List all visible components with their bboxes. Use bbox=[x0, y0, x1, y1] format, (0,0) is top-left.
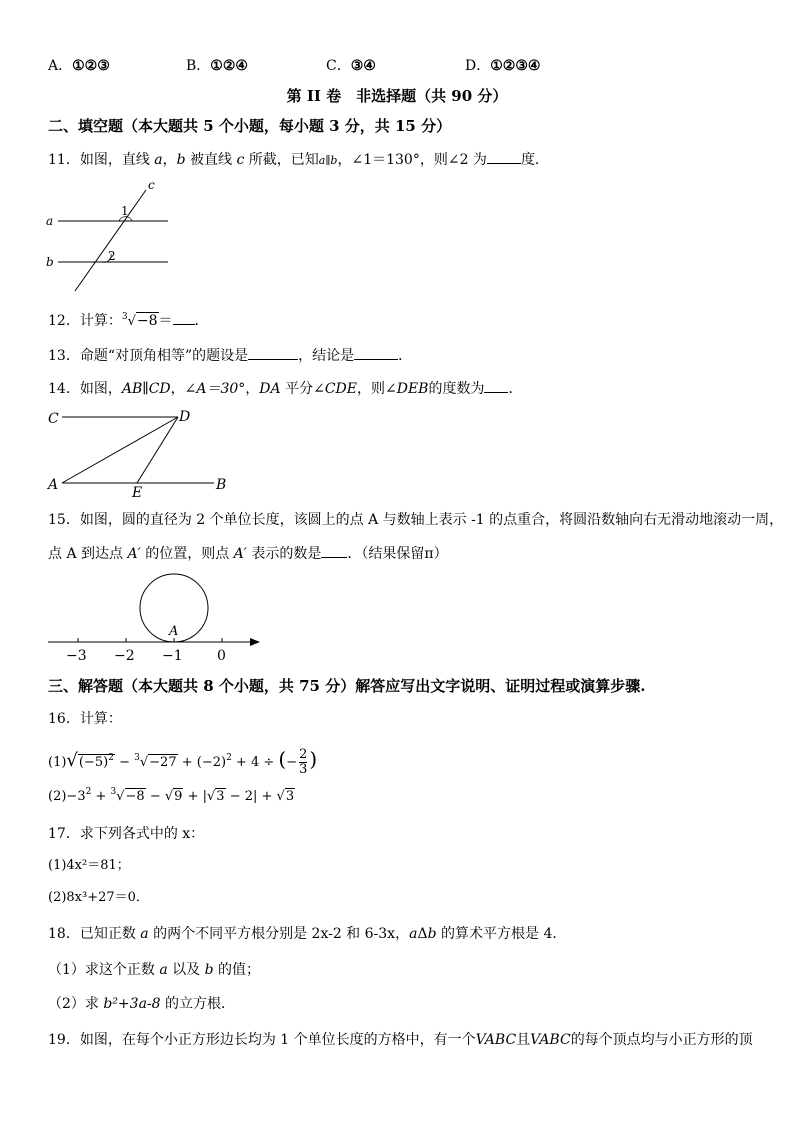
tick-label-neg3: −3 bbox=[66, 648, 87, 664]
q16-part1: $(1)√(-5)^2 - ^3√-27 + (-2)^2 + 4$ ÷ (− $\frac{2}{3}$ ) bbox=[48, 747, 318, 777]
q12-text: 12．计算：$^3$√−8＝ ． bbox=[48, 312, 209, 329]
point-A-label: A bbox=[169, 624, 179, 639]
q15-line1: 15．如图，圆的直径为 2 个单位长度，该圆上的点 A 与数轴上表示 -1 的点重合，将圆沿数轴向右无滑动地滚动一周， bbox=[48, 512, 784, 528]
section3-title: 三、解答题（本大题共 8 个小题，共 75 分）解答应写出文字说明、证明过程或演算步骤. bbox=[48, 677, 646, 695]
tick-label-neg1: −1 bbox=[162, 648, 183, 664]
q18-text: 18．已知正数 a 的两个不同平方根分别是 2x-2 和 6-3x，aΔb 的算术平方根是 4． bbox=[48, 926, 567, 942]
label-A: A bbox=[48, 477, 59, 493]
label-2: 2 bbox=[108, 249, 116, 263]
q13-text: 13．命题“对顶角相等”的题设是 ，结论是 ． bbox=[48, 345, 412, 365]
label-C: C bbox=[48, 411, 59, 427]
q17-part1: (1)4x²＝81； bbox=[48, 858, 130, 873]
label-a: a bbox=[46, 214, 54, 228]
q17-part2: (2)8x³+27＝0． bbox=[48, 890, 149, 905]
label-B: B bbox=[216, 477, 227, 493]
q13-premise-blank[interactable] bbox=[248, 345, 298, 360]
part-title: 第 II 卷 非选择题（共 90 分） bbox=[286, 87, 508, 105]
q16-title: 16．计算： bbox=[48, 711, 122, 727]
q14-text: 14．如图，AB∥CD，∠A＝30°，DA 平分∠CDE，则∠DEB的度数为 ． bbox=[48, 378, 522, 398]
q18-part2: （2）求 b²+3a-8 的立方根． bbox=[48, 996, 236, 1012]
q11-answer-blank[interactable] bbox=[487, 149, 521, 164]
label-E: E bbox=[132, 485, 143, 501]
label-b: b bbox=[46, 255, 54, 269]
label-1: 1 bbox=[121, 204, 129, 218]
section2-title: 二、填空题（本大题共 5 个小题，每小题 3 分，共 15 分） bbox=[48, 117, 452, 135]
line-de bbox=[137, 417, 178, 483]
option-a: A．①②③ bbox=[48, 58, 110, 74]
line-ad bbox=[62, 417, 178, 483]
option-c: C．③④ bbox=[326, 58, 376, 74]
q19-text: 19．如图，在每个小正方形边长均为 1 个单位长度的方格中，有一个VABC且VABC的每个顶点均与小正方形的顶 bbox=[48, 1032, 753, 1048]
label-D: D bbox=[179, 409, 191, 425]
tick-label-0: 0 bbox=[217, 648, 226, 664]
q15-answer-blank[interactable] bbox=[321, 543, 347, 558]
tick-label-neg2: −2 bbox=[114, 648, 135, 664]
option-d: D．①②③④ bbox=[465, 58, 541, 74]
q14-answer-blank[interactable] bbox=[484, 378, 508, 393]
q18-part1: （1）求这个正数 a 以及 b 的值； bbox=[48, 962, 261, 978]
q17-title: 17．求下列各式中的 x： bbox=[48, 826, 205, 842]
label-c: c bbox=[148, 178, 155, 192]
q16-part2: $(2)-3^2 + ^3√-8 - √9 + |√3 - 2| + √3$ bbox=[48, 787, 295, 804]
q15-figure bbox=[44, 572, 274, 668]
q12-answer-blank[interactable] bbox=[173, 310, 195, 325]
line-c bbox=[75, 190, 146, 291]
q13-conclusion-blank[interactable] bbox=[354, 345, 398, 360]
q11-text: 11．如图，直线 a，b 被直线 c 所截，已知a∥b，∠1＝130°，则∠2 为 度． bbox=[48, 149, 549, 170]
option-b: B．①②④ bbox=[186, 58, 248, 74]
axis-arrow bbox=[250, 638, 260, 646]
q11-figure bbox=[40, 176, 180, 296]
q15-line2: 点 A 到达点 A′ 的位置，则点 A′ 表示的数是 ．（结果保留π） bbox=[48, 543, 448, 563]
q14-figure bbox=[44, 404, 244, 504]
